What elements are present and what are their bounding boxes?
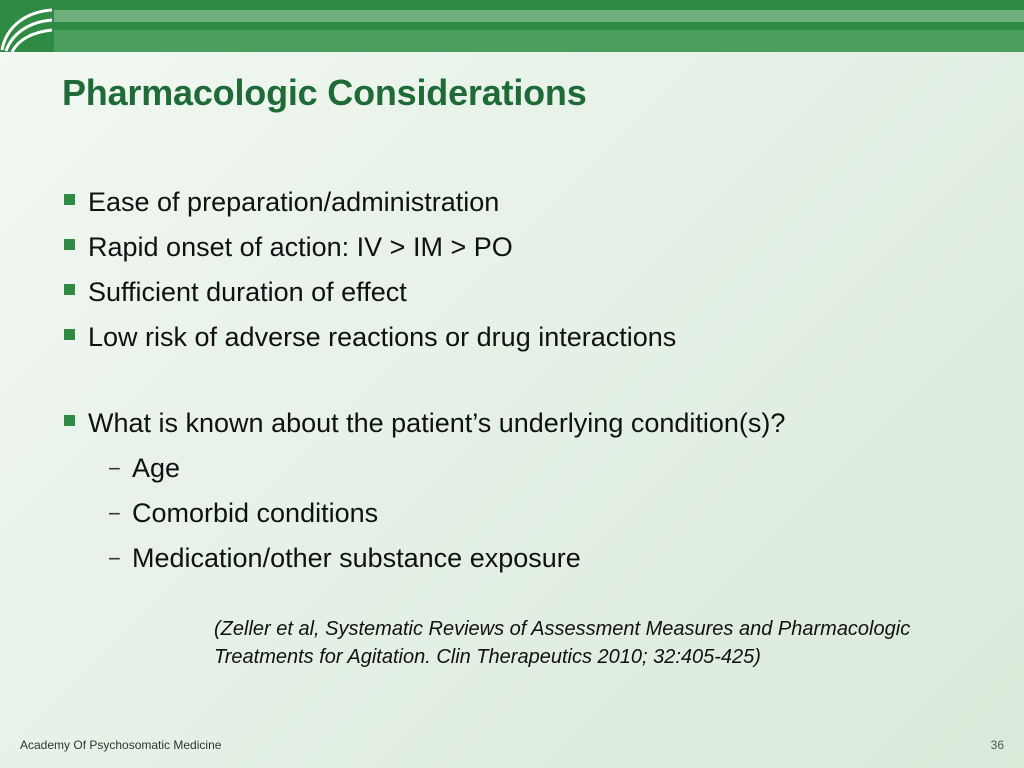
header-stripe (54, 22, 1024, 30)
header-stripe (54, 0, 1024, 10)
header-stripe (54, 30, 1024, 52)
question-bullet (62, 401, 785, 446)
square-bullet-icon (64, 239, 75, 250)
square-bullet-icon (64, 415, 75, 426)
page-number: 36 (990, 738, 1004, 752)
header-banner (54, 0, 1024, 52)
sub-bullet-item (108, 536, 581, 581)
bullet-text: Rapid onset of action: IV > IM > PO (88, 232, 513, 262)
sub-bullet-item (108, 446, 581, 491)
arc-logo-icon (0, 0, 54, 52)
dash-bullet-icon: − (108, 546, 121, 571)
bullet-text: Sufficient duration of effect (88, 277, 407, 307)
dash-bullet-icon: − (108, 501, 121, 526)
square-bullet-icon (64, 329, 75, 340)
sub-bullet-text: Medication/other substance exposure (132, 543, 581, 573)
sub-bullet-list (108, 446, 581, 581)
logo (0, 0, 54, 52)
question-text: What is known about the patient’s underlying condition(s)? (88, 408, 786, 438)
bullet-text: Low risk of adverse reactions or drug interactions (88, 322, 677, 352)
sub-bullet-text: Comorbid conditions (132, 498, 379, 528)
sub-bullet-item (108, 491, 581, 536)
bullet-item (62, 270, 676, 315)
square-bullet-icon (64, 284, 75, 295)
bullet-text: Ease of preparation/administration (88, 187, 500, 217)
square-bullet-icon (64, 194, 75, 205)
bullet-item (62, 225, 676, 270)
citation: (Zeller et al, Systematic Reviews of Assessment Measures and Pharmacologic Treatments for Agitation. Clin Therapeutics 2010; 32:405-425) (214, 618, 911, 668)
bullet-list (62, 180, 676, 360)
bullet-item (62, 180, 676, 225)
sub-bullet-text: Age (132, 453, 181, 483)
footer-organization: Academy Of Psychosomatic Medicine (20, 738, 222, 752)
bullet-item (62, 315, 676, 360)
slide-title: Pharmacologic Considerations (62, 72, 587, 113)
header-stripe (54, 10, 1024, 22)
dash-bullet-icon: − (108, 456, 121, 481)
